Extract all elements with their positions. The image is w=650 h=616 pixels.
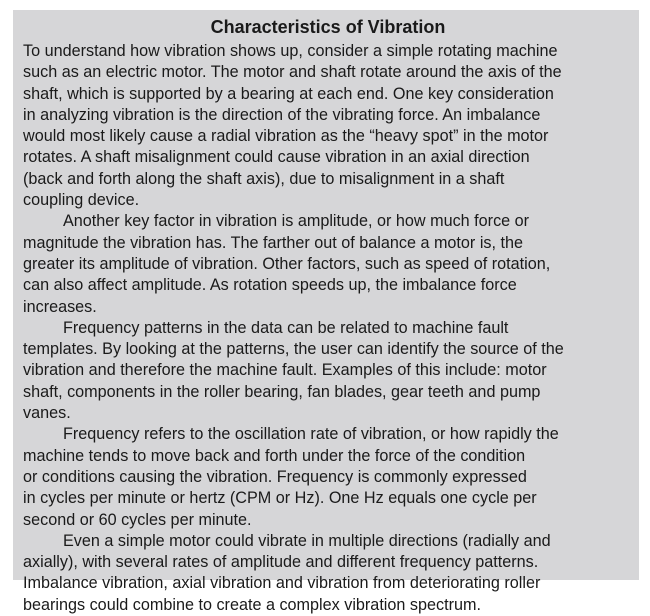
text-line: second or 60 cycles per minute.: [23, 510, 252, 529]
paragraph-patterns: [23, 318, 633, 424]
text-line: in cycles per minute or hertz (CPM or Hz). One Hz equals one cycle per: [23, 489, 537, 508]
text-line: can also affect amplitude. As rotation speeds up, the imbalance force: [23, 276, 517, 295]
text-line: vanes.: [23, 404, 71, 423]
text-line: in analyzing vibration is the direction of the vibrating force. An imbalance: [23, 105, 541, 124]
text-line: (back and forth along the shaft axis), due to misalignment in a shaft: [23, 169, 505, 188]
paragraph-frequency: [23, 424, 633, 530]
paragraph-amplitude: [23, 211, 633, 317]
sidebar-box: [13, 10, 639, 614]
text-line: such as an electric motor. The motor and shaft rotate around the axis of the: [23, 63, 562, 82]
text-line: coupling device.: [23, 191, 140, 210]
text-line: would most likely cause a radial vibration as the “heavy spot” in the motor: [23, 127, 549, 146]
paragraph-direction: [23, 41, 633, 211]
text-line: or conditions causing the vibration. Frequency is commonly expressed: [23, 467, 527, 486]
text-line: machine tends to move back and forth under the force of the condition: [23, 446, 526, 465]
text-line: vibration and therefore the machine fault. Examples of this include: motor: [23, 361, 547, 380]
text-line: Frequency patterns in the data can be related to machine fault: [63, 318, 509, 337]
text-line: bearings could combine to create a complex vibration spectrum.: [23, 595, 481, 614]
text-line: Even a simple motor could vibrate in multiple directions (radially and: [63, 531, 551, 550]
box-title: Characteristics of Vibration: [210, 17, 446, 37]
text-line: templates. By looking at the patterns, the user can identify the source of the: [23, 340, 564, 359]
text-line: greater its amplitude of vibration. Other factors, such as speed of rotation,: [23, 254, 551, 273]
text-line: Another key factor in vibration is amplitude, or how much force or: [63, 212, 530, 231]
text-line: rotates. A shaft misalignment could cause vibration in an axial direction: [23, 148, 530, 167]
text-line: Frequency refers to the oscillation rate of vibration, or how rapidly the: [63, 425, 559, 444]
text-line: magnitude the vibration has. The farther out of balance a motor is, the: [23, 233, 524, 252]
text-line: shaft, which is supported by a bearing at each end. One key consideration: [23, 84, 554, 103]
text-line: shaft, components in the roller bearing, fan blades, gear teeth and pump: [23, 382, 541, 401]
text-line: increases.: [23, 297, 97, 316]
text-line: axially), with several rates of amplitude and different frequency patterns.: [23, 553, 539, 572]
paragraph-complex-spectrum: [23, 531, 633, 616]
text-line: Imbalance vibration, axial vibration and vibration from deteriorating roller: [23, 574, 541, 593]
text-line: To understand how vibration shows up, consider a simple rotating machine: [23, 42, 558, 60]
